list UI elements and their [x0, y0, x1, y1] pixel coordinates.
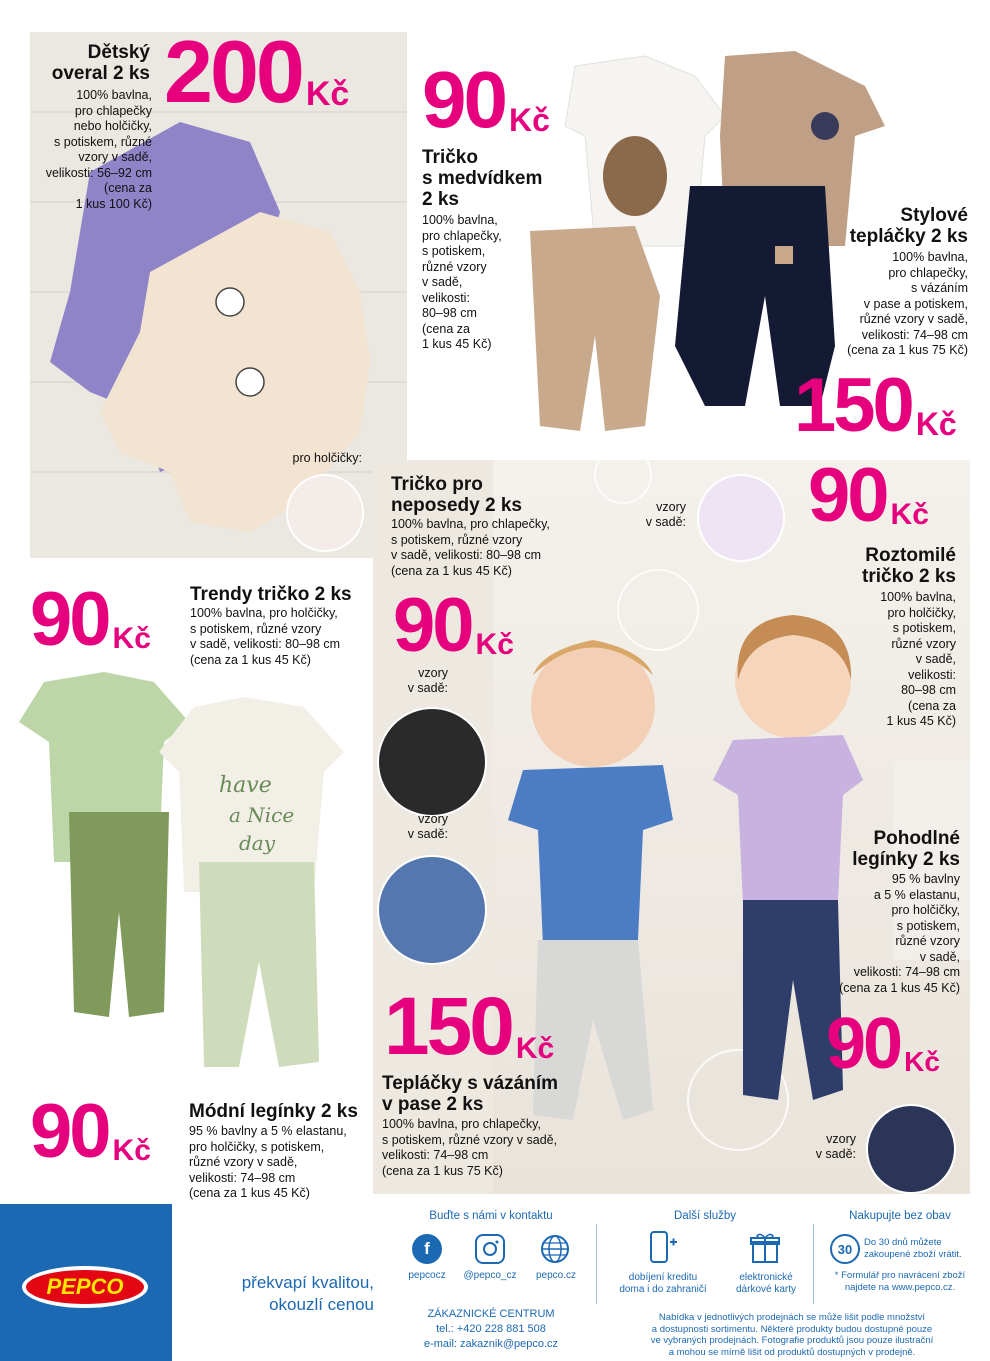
- overal-title: Dětský overal 2 ks: [51, 42, 150, 84]
- trendy-price: [30, 577, 151, 662]
- return-days: 30: [837, 1241, 853, 1257]
- return-text: Do 30 dnů můžete zakoupené zboží vrátit.: [864, 1237, 962, 1260]
- roztomile-swatch: [697, 474, 785, 562]
- phone-topup-icon[interactable]: [648, 1230, 678, 1266]
- svg-text:a Nice: a Nice: [229, 803, 295, 827]
- teplacky-vazani-price-value: 150: [384, 981, 512, 1072]
- leginky-modni-price-value: 90: [30, 1089, 109, 1174]
- social-facebook-label[interactable]: pepcocz: [408, 1270, 446, 1281]
- phone-topup-glyph: [648, 1230, 678, 1266]
- medvidek-desc: 100% bavlna, pro chlapečky, s potiskem, různé vzory v sadě, velikosti: 80–98 cm (cena za 1 kus 45 Kč): [422, 213, 502, 351]
- instagram-icon[interactable]: [475, 1234, 505, 1264]
- customer-center-heading: ZÁKAZNICKÉ CENTRUM: [427, 1308, 555, 1320]
- trendy-price-value: 90: [30, 577, 109, 662]
- trendy-desc: 100% bavlna, pro holčičky, s potiskem, různé vzory v sadě, velikosti: 80–98 cm (cena za 1 kus 45 Kč): [190, 606, 341, 667]
- trendy-title: Trendy tričko 2 ks: [190, 584, 352, 605]
- roztomile-desc: 100% bavlna, pro holčičky, s potiskem, různé vzory v sadě, velikosti: 80–98 cm (cena za 1 kus 45 Kč): [880, 590, 956, 728]
- overal-price-currency: Kč: [305, 75, 350, 113]
- overal-desc: 100% bavlna, pro chlapečky nebo holčičky, s potiskem, různé vzory v sadě, velikosti: 56–92 cm (cena za 1 kus 100 Kč): [45, 88, 152, 211]
- leginky-pohodlne-swatch-label: vzory v sadě:: [815, 1132, 856, 1161]
- teplacky-vazani-title: Tepláčky s vázáním v pase 2 ks: [382, 1073, 559, 1115]
- return-days-icon: [830, 1234, 860, 1264]
- globe-icon[interactable]: [540, 1234, 570, 1264]
- teplacky-stylove-price-value: 150: [794, 363, 912, 448]
- svg-text:have: have: [219, 773, 272, 798]
- medvidek-price: [422, 55, 550, 144]
- medvidek-title: Tričko s medvídkem 2 ks: [422, 147, 543, 210]
- neposedy-desc: 100% bavlna, pro chlapečky, s potiskem, různé vzory v sadě, velikosti: 80–98 cm (cena za 1 kus 45 Kč): [391, 517, 550, 578]
- roztomile-title: Roztomilé tričko 2 ks: [862, 545, 956, 587]
- neposedy-swatch-2: [377, 855, 487, 965]
- service-topup-label[interactable]: dobíjení kreditu doma i do zahraničí: [619, 1272, 707, 1295]
- leginky-pohodlne-desc: 95 % bavlny a 5 % elastanu, pro holčičky, s potiskem, různé vzory v sadě, velikosti: 74–98 cm (cena za 1 kus 45 Kč): [839, 872, 960, 995]
- services-heading: Další služby: [674, 1210, 736, 1222]
- disclaimer: Nabídka v jednotlivých prodejnách se může lišit podle množství a dostupnosti sortimentu. Některé produkty budou dostupné pouze ve vybraných prodejnách. Fotografie produktů jsou pouze ilustrační a mohou se mírně lišit od produktů dostupných v prodejně.: [650, 1312, 934, 1358]
- footer-divider-2: [813, 1224, 814, 1304]
- teplacky-stylove-price: [794, 363, 957, 448]
- facebook-icon[interactable]: f: [412, 1234, 442, 1264]
- customer-center-email[interactable]: e-mail: zakaznik@pepco.cz: [423, 1338, 559, 1350]
- pepco-logo-text: PEPCO: [26, 1270, 144, 1304]
- leginky-pohodlne-title: Pohodlné legínky 2 ks: [852, 828, 960, 870]
- leginky-modni-price-currency: Kč: [112, 1134, 151, 1167]
- leginky-pohodlne-swatch: [866, 1104, 956, 1194]
- shopping-heading: Nakupujte bez obav: [849, 1210, 951, 1222]
- globe-glyph: [540, 1234, 570, 1264]
- trendy-leginky-illustration: [14, 672, 354, 1082]
- leginky-pohodlne-price-value: 90: [826, 1004, 901, 1084]
- social-instagram-label[interactable]: @pepco_cz: [463, 1270, 517, 1281]
- leginky-modni-title: Módní legínky 2 ks: [189, 1101, 358, 1122]
- teplacky-vazani-desc: 100% bavlna, pro chlapečky, s potiskem, různé vzory v sadě, velikosti: 74–98 cm (cena za 1 kus 75 Kč): [382, 1117, 558, 1178]
- teplacky-vazani-price: [384, 981, 555, 1072]
- overal-swatch: [286, 474, 364, 552]
- slogan: překvapí kvalitou, okouzlí cenou: [241, 1273, 374, 1314]
- neposedy-swatch-1: [377, 707, 487, 817]
- roztomile-price: [808, 453, 929, 538]
- trendy-price-currency: Kč: [112, 622, 151, 655]
- social-web-label[interactable]: pepco.cz: [535, 1270, 577, 1281]
- leginky-modni-price: [30, 1089, 151, 1174]
- pepco-brand-block: [0, 1204, 172, 1361]
- neposedy-title: Tričko pro neposedy 2 ks: [391, 474, 522, 516]
- teplacky-stylove-desc: 100% bavlna, pro chlapečky, s vázáním v pase a potiskem, různé vzory v sadě, velikosti: 74–98 cm (cena za 1 kus 75 Kč): [847, 250, 968, 357]
- roztomile-price-currency: Kč: [890, 498, 929, 531]
- teplacky-stylove-price-currency: Kč: [915, 406, 957, 442]
- footer: [0, 1204, 990, 1361]
- return-note: * Formulář pro navrácení zboží najdete na www.pepco.cz.: [834, 1270, 966, 1293]
- leginky-modni-desc: 95 % bavlny a 5 % elastanu, pro holčičky, s potiskem, různé vzory v sadě, velikosti: 74–98 cm (cena za 1 kus 45 Kč): [189, 1124, 347, 1200]
- neposedy-price: [393, 583, 514, 668]
- teplacky-vazani-price-currency: Kč: [515, 1032, 555, 1065]
- trendy-leginky-photo: [14, 672, 354, 1082]
- gift-card-icon[interactable]: [750, 1232, 780, 1264]
- contact-heading: Buďte s námi v kontaktu: [429, 1210, 553, 1222]
- neposedy-swatch-label-2: vzory v sadě:: [407, 812, 448, 841]
- svg-text:day: day: [239, 831, 276, 855]
- overal-price: [164, 22, 350, 121]
- customer-center-phone[interactable]: tel.: +420 228 881 508: [436, 1323, 546, 1335]
- overal-price-value: 200: [164, 22, 302, 121]
- pepco-logo[interactable]: [22, 1266, 148, 1308]
- teplacky-stylove-title: Stylové tepláčky 2 ks: [849, 205, 968, 247]
- overal-swatch-label: pro holčičky:: [292, 451, 362, 465]
- neposedy-price-currency: Kč: [475, 628, 514, 661]
- roztomile-swatch-label: vzory v sadě:: [645, 500, 686, 529]
- service-giftcard-label[interactable]: elektronické dárkové karty: [735, 1272, 797, 1295]
- footer-divider-1: [596, 1224, 597, 1304]
- medvidek-price-currency: Kč: [508, 102, 550, 138]
- medvidek-price-value: 90: [422, 55, 505, 144]
- roztomile-price-value: 90: [808, 453, 887, 538]
- gift-card-glyph: [750, 1232, 780, 1264]
- neposedy-swatch-label-1: vzory v sadě:: [407, 666, 448, 695]
- leginky-pohodlne-price: [826, 1004, 940, 1084]
- neposedy-price-value: 90: [393, 583, 472, 668]
- instagram-glyph: [477, 1236, 503, 1262]
- leginky-pohodlne-price-currency: Kč: [904, 1046, 940, 1077]
